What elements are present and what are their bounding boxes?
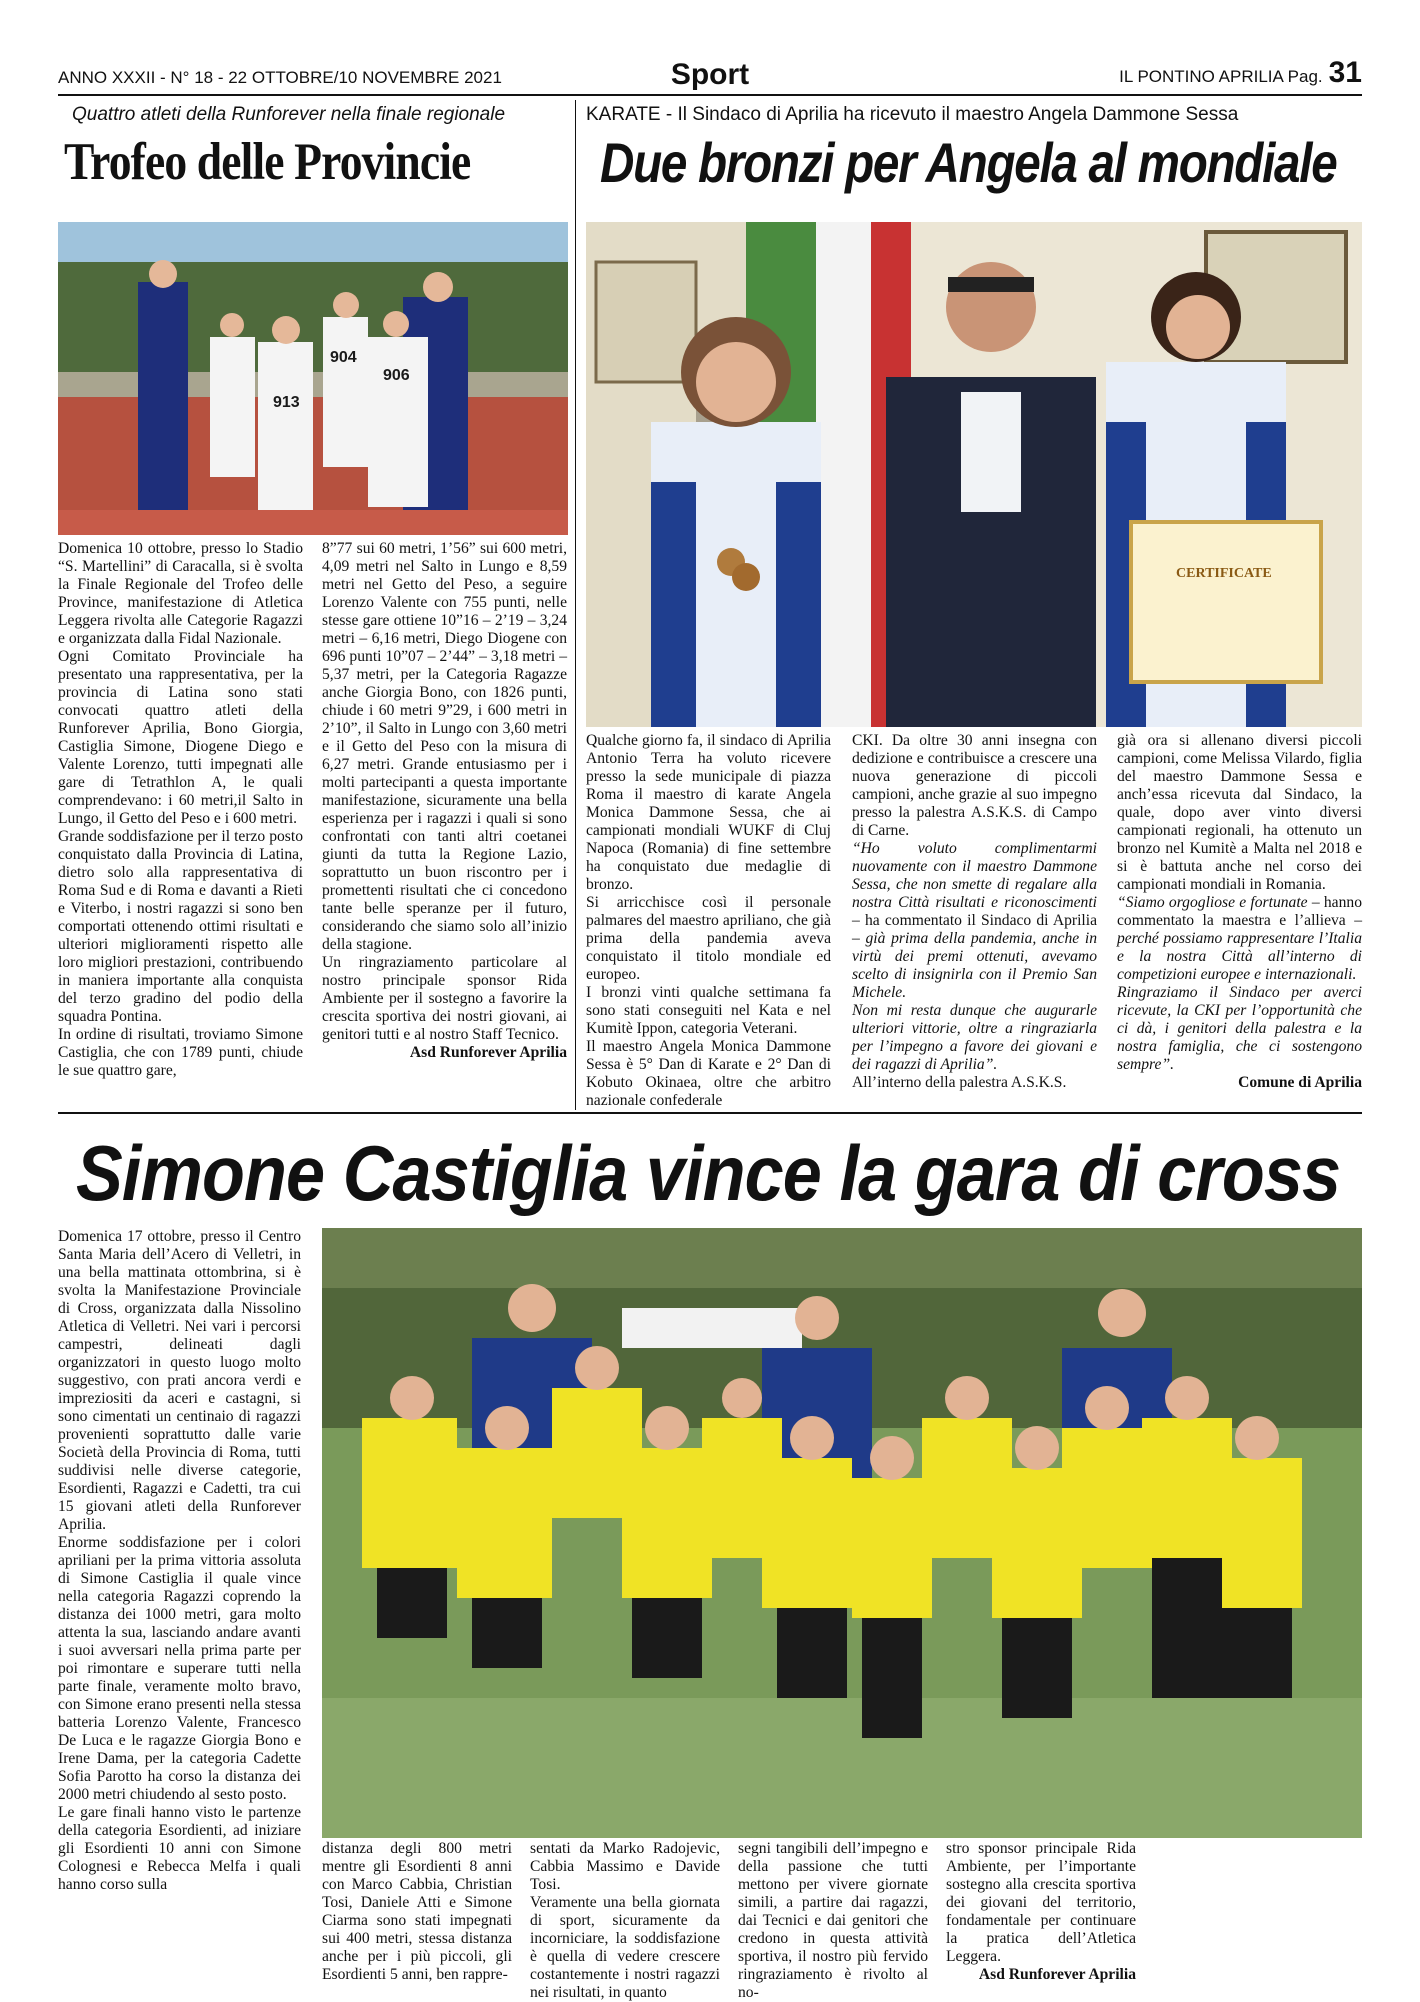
article3-column-2 (322, 1840, 512, 1983)
column-divider (575, 100, 576, 1110)
article3-title: Simone Castiglia vince la gara di cross (76, 1129, 1341, 1217)
attribution: – ha commentato il Sindaco di Aprilia – (852, 912, 1097, 947)
issue-line: ANNO XXXII - N° 18 - 22 OTTOBRE/10 NOVEMBRE 2021 (58, 68, 502, 87)
article2-signature: Comune di Aprilia (1238, 1074, 1362, 1091)
mayor-karate-photo-icon (586, 222, 1362, 727)
svg-text:906: 906 (383, 367, 410, 384)
article1-column-2 (322, 540, 567, 1112)
quote: perché possiamo rappresentare l’Italia e la nostra Città all’interno di competizioni europee e internazionali. (1117, 930, 1362, 983)
article3-column-3 (530, 1840, 720, 2001)
article2-title: Due bronzi per Angela al mondiale (600, 131, 1337, 194)
paragraph: segni tangibili dell’impegno e della passione che tutti mettono per vivere giornate simili, a partire dai ragazzi, dai Tecnici e dai genitori che credono in questa attività sportiva, il nostro più fervido ringraziamento è rivolto al no- (738, 1840, 928, 2001)
paragraph: Veramente una bella giornata di sport, sicuramente da incorniciare, la soddisfazione è quella di vedere crescere costantemente i nostri ragazzi nei risultati, in quanto (530, 1894, 720, 2001)
paragraph: già ora si allenano diversi piccoli campioni, come Melissa Vilardo, figlia del maestro Dammone Sessa e anch’essa ricevuta dal Sindaco, la quale, dopo aver vinto diversi campionati regionali, ha ottenuto un bronzo nel Kumitè a Malta nel 2018 e si è battuta anche nel corso dei campionati mondiali in Romania. (1117, 732, 1362, 893)
paragraph: All’interno della palestra A.S.K.S. (852, 1074, 1067, 1091)
quote: “Siamo orgogliose e fortunate – (1117, 894, 1320, 911)
article2-column-1 (586, 732, 831, 1112)
paragraph: Domenica 17 ottobre, presso il Centro Santa Maria dell’Acero di Velletri, in una bella mattinata ottombrina, si è svolta la Manifestazione Provinciale di Cross, organizzata dalla Nissolino Atletica di Velletri. Nei vari i percorsi campestri, delineati dagli organizzatori in questo luogo molto suggestivo, con prati ancora verdi e impreziositi da aceri e castagni, si sono cimentati un centinaio di ragazzi provenienti soprattutto dalle varie Società della Provincia di Roma, tutti suddivisi nelle diverse categorie, Esordienti, Ragazzi e Cadetti, tra cui 15 giovani atleti della Runforever Aprilia. (58, 1228, 301, 1533)
quote: “Ho voluto complimentarmi nuovamente con il maestro Dammone Sessa, che non smette di regalare alla nostra Città risultati e riconoscimenti (852, 840, 1097, 911)
attribution: hanno commentato la maestra e l’allieva – (1117, 894, 1362, 929)
article1-kicker: Quattro atleti della Runforever nella finale regionale (72, 104, 506, 125)
article2-column-2 (852, 732, 1097, 1112)
article3-photo (322, 1228, 1362, 1838)
section-divider (58, 1112, 1362, 1114)
quote: già prima della pandemia, anche in virtù dei premi ottenuti, avevamo scelto di insignirla con il Premio San Michele. (852, 930, 1097, 1001)
article1-signature: Asd Runforever Aprilia (409, 1044, 567, 1061)
paragraph: 8”77 sui 60 metri, 1’56” sui 600 metri, 4,09 metri nel Salto in Lungo e 8,59 metri nel Getto del Peso, a seguire Lorenzo Valente con 755 punti, nelle stesse gare ottiene 10”16 – 2’19 – 3,24 metri – 6,16 metri, Diego Diogene con 696 punti 10”07 – 2’44” – 3,18 metri – 5,37 metri, per la Categoria Ragazze anche Giorgia Bono, con 1826 punti, chiude i 60 metri 9”29, i 600 metri in 2’10”, il Salto in Lungo con 3,60 metri e il Getto del Peso con la misura di 6,27 metri. Grande entusiasmo per i molti partecipanti a questa importante manifestazione, sicuramente una bella esperienza per i ragazzi i quali si sono confrontati con tanti altri coetanei giunti da tutta la Regione Lazio, soprattutto un buon riscontro per i promettenti risultati che ci concedono tante belle speranze per il futuro, considerando che siamo solo all’inizio della stagione. (322, 540, 567, 953)
article1-photo (58, 222, 568, 535)
quote: Ringraziamo il Sindaco per averci ricevute, la CKI per l’opportunità che ci dà, i genitori della palestra e la nostra famiglia, che ci sostengono sempre”. (1117, 984, 1362, 1073)
paper-page (1119, 56, 1362, 90)
svg-text:913: 913 (273, 394, 300, 411)
article2-column-3 (1117, 732, 1362, 1112)
article1-title: Trofeo delle Provincie (64, 133, 471, 191)
paragraph: I bronzi vinti qualche settimana fa sono stati conseguiti nel Kata e nel Kumitè Ippon, categoria Veterani. (586, 984, 831, 1037)
paragraph: Si arricchisce così il personale palmares del maestro apriliano, che già prima della pandemia aveva conquistato il titolo mondiale ed europeo. (586, 894, 831, 983)
quote: Non mi resta dunque che augurarle ulteriori vittorie, oltre a ringraziarla per l’impegno a favore dei giovani e dei ragazzi di Aprilia”. (852, 1002, 1097, 1073)
page-number: 31 (1328, 56, 1362, 89)
article2-photo (586, 222, 1362, 727)
article2-kicker: KARATE - Il Sindaco di Aprilia ha ricevuto il maestro Angela Dammone Sessa (586, 104, 1239, 125)
paragraph (1117, 894, 1362, 984)
paragraph: Domenica 10 ottobre, presso lo Stadio “S. Martellini” di Caracalla, si è svolta la Finale Regionale del Trofeo delle Province, manifestazione di Atletica Leggera rivolta alle Categorie Ragazzi e organizzata dalla Fidal Nazionale. (58, 540, 303, 647)
article3-signature: Asd Runforever Aprilia (978, 1966, 1136, 1983)
paragraph: Le gare finali hanno visto le partenze della categoria Esordienti, ad iniziare gli Esordienti 10 anni con Simone Colognesi e Rebecca Melfa i quali hanno corso sulla (58, 1804, 301, 1893)
paragraph: Un ringraziamento particolare al nostro principale sponsor Rida Ambiente per il sostegno a favorire la crescita sportiva dei nostri giovani, ai genitori tutti e al nostro Staff Tecnico. (322, 954, 567, 1043)
paragraph: CKI. Da oltre 30 anni insegna con dedizione e contribuisce a crescere una nuova generazione di piccoli campioni, anche grazie al suo impegno presso la palestra A.S.K.S. di Campo di Carne. (852, 732, 1097, 839)
article1-column-1 (58, 540, 303, 1112)
paragraph: distanza degli 800 metri mentre gli Esordienti 8 anni con Marco Cabbia, Christian Tosi, Daniele Atti e Simone Ciarma sono stati impegnati sui 400 metri, stessa distanza anche per i più piccoli, gli Esordienti 5 anni, ben rappre- (322, 1840, 512, 1983)
page-header (58, 58, 1362, 96)
paragraph: stro sponsor principale Rida Ambiente, per l’importante sostegno alla crescita sportiva dei giovani del territorio, fondamentale per continuare la pratica dell’Atletica Leggera. (946, 1840, 1136, 1965)
cross-team-photo-icon (322, 1228, 1362, 1838)
paper-name: IL PONTINO APRILIA Pag. (1119, 67, 1323, 86)
paragraph: Grande soddisfazione per il terzo posto conquistato dalla Provincia di Latina, dietro solo alla rappresentativa di Roma Sud e di Roma e davanti a Rieti e Viterbo, i nostri ragazzi si sono ben comportati ottenendo ottimi risultati e ulteriori miglioramenti rispetto alle loro migliori prestazioni, contribuendo in maniera importante alla conquista del terzo gradino del podio della squadra Pontina. (58, 828, 303, 1025)
paragraph: Ogni Comitato Provinciale ha presentato una rappresentativa, per la provincia di Latina sono stati convocati quattro atleti della Runforever Aprilia, Bono Giorgia, Castiglia Simone, Diogene Diego e Valente Lorenzo, tutti impegnati alle gare di Tetrathlon A, le quali comprendevano: i 60 metri,il Salto in Lungo, il Getto del Peso e i 600 metri. (58, 648, 303, 827)
paragraph: sentati da Marko Radojevic, Cabbia Massimo e Davide Tosi. (530, 1840, 720, 1893)
svg-text:904: 904 (330, 349, 357, 366)
paragraph (852, 840, 1097, 1002)
article3-column-4 (738, 1840, 928, 2001)
paragraph: Enorme soddisfazione per i colori apriliani per la prima vittoria assoluta di Simone Castiglia il quale vince nella categoria Ragazzi coprendo la distanza dei 1000 metri, gara molto attenta la sua, lasciando andare avanti i suoi avversari nella prima parte per poi rimontare e superare tutti nella parte finale, veramente molto bravo, con Simone erano presenti nella stessa batteria Lorenzo Valente, Francesco De Luca e le ragazze Giorgia Bono e Irene Dama, per la categoria Cadette Sofia Parotto ha corso la distanza dei 2000 metri chiudendo al sesto posto. (58, 1534, 301, 1803)
paragraph: In ordine di risultati, troviamo Simone Castiglia, che con 1789 punti, chiude le sue quattro gare, (58, 1026, 303, 1079)
section-title: Sport (670, 58, 750, 91)
article3-column-5 (946, 1840, 1136, 1983)
athletes-group-photo-icon (58, 222, 568, 535)
paragraph: Il maestro Angela Monica Dammone Sessa è 5° Dan di Karate e 2° Dan di Kobuto Okinaea, oltre che arbitro nazionale confederale (586, 1038, 831, 1109)
paragraph: Qualche giorno fa, il sindaco di Aprilia Antonio Terra ha voluto ricevere presso la sede municipale di piazza Roma il maestro di karate Angela Monica Dammone Sessa, che ai campionati mondiali WUKF di Cluj Napoca (Romania) di fine settembre ha conquistato due medaglie di bronzo. (586, 732, 831, 893)
svg-text:CERTIFICATE: CERTIFICATE (1176, 566, 1272, 581)
article3-column-1 (58, 1228, 301, 1978)
